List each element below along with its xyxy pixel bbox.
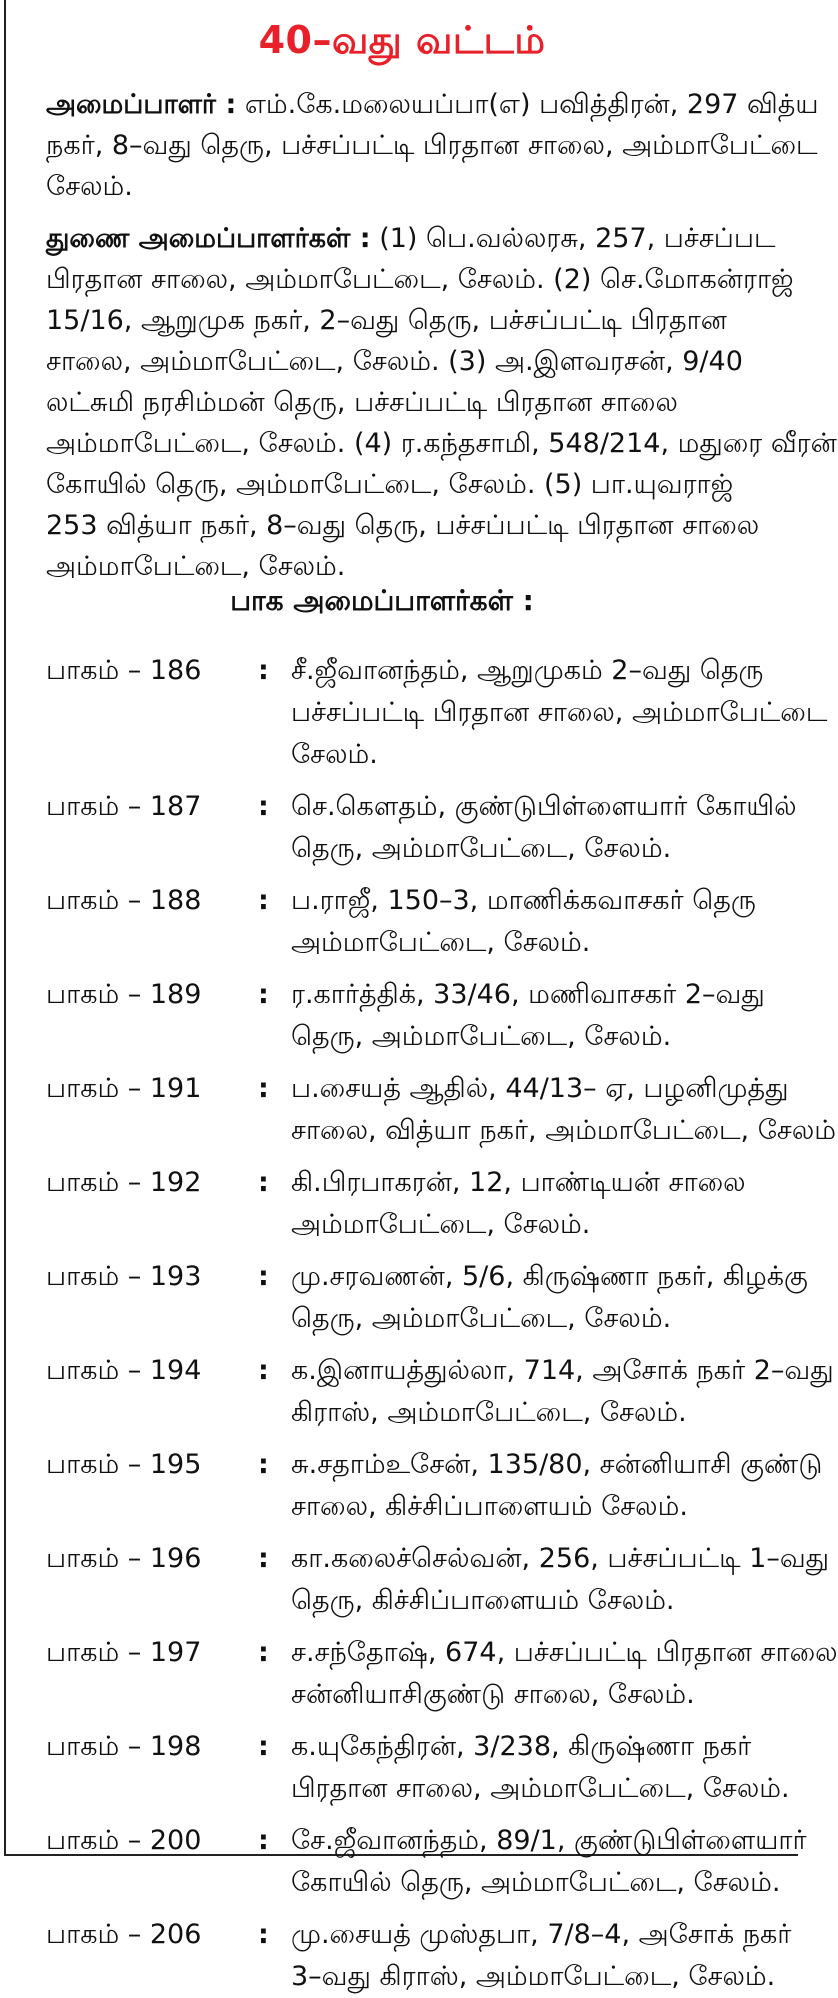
ward-heading: 40–வது வட்டம் bbox=[258, 18, 546, 62]
separator-colon: : bbox=[258, 1637, 269, 1668]
part-address bbox=[291, 1538, 829, 1622]
separator-colon: : bbox=[258, 1449, 269, 1480]
part-address bbox=[291, 1820, 807, 1904]
part-number: பாகம் – 191 bbox=[46, 1073, 202, 1104]
deputy-organizers-paragraph bbox=[46, 218, 837, 587]
part-number: பாகம் – 189 bbox=[46, 979, 202, 1010]
part-address bbox=[291, 1162, 746, 1246]
organizer-line: நகர், 8–வது தெரு, பச்சப்பட்டி பிரதான சாலை, அம்மாபேட்டை bbox=[46, 130, 818, 161]
address-line: சன்னியாசிகுண்டு சாலை, சேலம். bbox=[291, 1679, 695, 1710]
separator-colon: : bbox=[258, 791, 269, 822]
address-line: ர.கார்த்திக், 33/46, மணிவாசகர் 2–வது bbox=[291, 979, 765, 1010]
deputy-text: (1) பெ.வல்லரசு, 257, பச்சப்பட bbox=[379, 223, 776, 254]
address-line: க.இனாயத்துல்லா, 714, அசோக் நகர் 2–வது bbox=[291, 1355, 834, 1386]
address-line: கோயில் தெரு, அம்மாபேட்டை, சேலம். bbox=[291, 1867, 781, 1898]
part-address bbox=[291, 650, 827, 776]
organizer-line bbox=[46, 84, 826, 125]
part-address bbox=[291, 880, 756, 964]
deputy-line: லட்சுமி நரசிம்மன் தெரு, பச்சப்பட்டி பிரதான சாலை bbox=[46, 387, 678, 418]
address-line: ப.சையத் ஆதில், 44/13– ஏ, பழனிமுத்து bbox=[291, 1073, 789, 1104]
address-line: சாலை, கிச்சிப்பாளையம் சேலம். bbox=[291, 1491, 688, 1522]
separator-colon: : bbox=[258, 979, 269, 1010]
address-line: 3–வது கிராஸ், அம்மாபேட்டை, சேலம். bbox=[291, 1961, 776, 1992]
address-line: பிரதான சாலை, அம்மாபேட்டை, சேலம். bbox=[291, 1773, 790, 1804]
address-line: அம்மாபேட்டை, சேலம். bbox=[291, 927, 591, 958]
address-line: கிராஸ், அம்மாபேட்டை, சேலம். bbox=[291, 1397, 687, 1428]
organizer-paragraph bbox=[46, 84, 826, 207]
address-line: தெரு, கிச்சிப்பாளையம் சேலம். bbox=[291, 1585, 675, 1616]
address-line: சே.ஜீவானந்தம், 89/1, குண்டுபிள்ளையார் bbox=[291, 1825, 807, 1856]
address-line: தெரு, அம்மாபேட்டை, சேலம். bbox=[291, 1021, 672, 1052]
address-line: கி.பிரபாகரன், 12, பாண்டியன் சாலை bbox=[291, 1167, 746, 1198]
part-organizers-heading: பாக அமைப்பாளர்கள் : bbox=[230, 584, 534, 617]
part-address bbox=[291, 1444, 822, 1528]
separator-colon: : bbox=[258, 885, 269, 916]
deputy-line: அம்மாபேட்டை, சேலம். bbox=[46, 551, 346, 582]
part-address bbox=[291, 786, 797, 870]
part-number: பாகம் – 186 bbox=[46, 655, 202, 686]
deputy-line: சாலை, அம்மாபேட்டை, சேலம். (3) அ.இளவரசன், 9/40 bbox=[46, 346, 743, 377]
part-number: பாகம் – 188 bbox=[46, 885, 202, 916]
part-address bbox=[291, 1350, 834, 1434]
deputy-line: அம்மாபேட்டை, சேலம். (4) ர.கந்தசாமி, 548/214, மதுரை வீரன் bbox=[46, 428, 837, 459]
part-address bbox=[291, 1068, 836, 1152]
address-line: கா.கலைச்செல்வன், 256, பச்சப்பட்டி 1–வது bbox=[291, 1543, 830, 1574]
address-line: செ.கௌதம், குண்டுபிள்ளையார் கோயில் bbox=[291, 791, 797, 822]
deputy-line: பிரதான சாலை, அம்மாபேட்டை, சேலம். (2) செ.மோகன்ராஜ் bbox=[46, 264, 794, 295]
address-line: அம்மாபேட்டை, சேலம். bbox=[291, 1209, 591, 1240]
organizer-text: எம்.கே.மலையப்பா(எ) பவித்திரன், 297 வித்ய bbox=[244, 89, 819, 120]
part-address bbox=[291, 1726, 790, 1810]
part-number: பாகம் – 206 bbox=[46, 1919, 202, 1950]
separator-colon: : bbox=[258, 1543, 269, 1574]
separator-colon: : bbox=[258, 1167, 269, 1198]
address-line: ப.ராஜீ, 150–3, மாணிக்கவாசகர் தெரு bbox=[291, 885, 756, 916]
address-line: தெரு, அம்மாபேட்டை, சேலம். bbox=[291, 1303, 672, 1334]
document-page bbox=[4, 0, 838, 1992]
separator-colon: : bbox=[258, 1731, 269, 1762]
part-address bbox=[291, 1256, 808, 1340]
part-address bbox=[291, 974, 765, 1058]
deputy-line: 253 வித்யா நகர், 8–வது தெரு, பச்சப்பட்டி பிரதான சாலை bbox=[46, 510, 760, 541]
part-number: பாகம் – 192 bbox=[46, 1167, 202, 1198]
address-line: ச.சந்தோஷ், 674, பச்சப்பட்டி பிரதான சாலை bbox=[291, 1637, 838, 1668]
deputy-line bbox=[46, 218, 826, 259]
organizer-label: அமைப்பாளர் : bbox=[46, 89, 237, 120]
address-line: சு.சதாம்உசேன், 135/80, சன்னியாசி குண்டு bbox=[291, 1449, 823, 1480]
separator-colon: : bbox=[258, 1261, 269, 1292]
separator-colon: : bbox=[258, 1355, 269, 1386]
part-address bbox=[291, 1914, 791, 1998]
address-line: க.யுகேந்திரன், 3/238, கிருஷ்ணா நகர் bbox=[291, 1731, 752, 1762]
separator-colon: : bbox=[258, 1825, 269, 1856]
address-line: சேலம். bbox=[291, 739, 378, 770]
organizer-line: சேலம். bbox=[46, 171, 133, 202]
separator-colon: : bbox=[258, 655, 269, 686]
address-line: பச்சப்பட்டி பிரதான சாலை, அம்மாபேட்டை bbox=[291, 697, 828, 728]
part-number: பாகம் – 195 bbox=[46, 1449, 202, 1480]
part-number: பாகம் – 194 bbox=[46, 1355, 202, 1386]
part-number: பாகம் – 200 bbox=[46, 1825, 202, 1856]
part-number: பாகம் – 187 bbox=[46, 791, 202, 822]
separator-colon: : bbox=[258, 1919, 269, 1950]
address-line: சீ.ஜீவானந்தம், ஆறுமுகம் 2–வது தெரு bbox=[291, 655, 764, 686]
part-number: பாகம் – 196 bbox=[46, 1543, 202, 1574]
address-line: மு.சையத் முஸ்தபா, 7/8–4, அசோக் நகர் bbox=[291, 1919, 792, 1950]
deputy-organizers-label: துணை அமைப்பாளர்கள் : bbox=[46, 223, 371, 254]
deputy-line: 15/16, ஆறுமுக நகர், 2–வது தெரு, பச்சப்பட்டி பிரதான bbox=[46, 305, 727, 336]
part-number: பாகம் – 198 bbox=[46, 1731, 202, 1762]
part-number: பாகம் – 197 bbox=[46, 1637, 202, 1668]
address-line: மு.சரவணன், 5/6, கிருஷ்ணா நகர், கிழக்கு bbox=[291, 1261, 808, 1292]
deputy-line: கோயில் தெரு, அம்மாபேட்டை, சேலம். (5) பா.யுவராஜ் bbox=[46, 469, 734, 500]
separator-colon: : bbox=[258, 1073, 269, 1104]
part-address bbox=[291, 1632, 838, 1716]
part-number: பாகம் – 193 bbox=[46, 1261, 202, 1292]
address-line: தெரு, அம்மாபேட்டை, சேலம். bbox=[291, 833, 672, 864]
address-line: சாலை, வித்யா நகர், அம்மாபேட்டை, சேலம் bbox=[291, 1115, 836, 1146]
